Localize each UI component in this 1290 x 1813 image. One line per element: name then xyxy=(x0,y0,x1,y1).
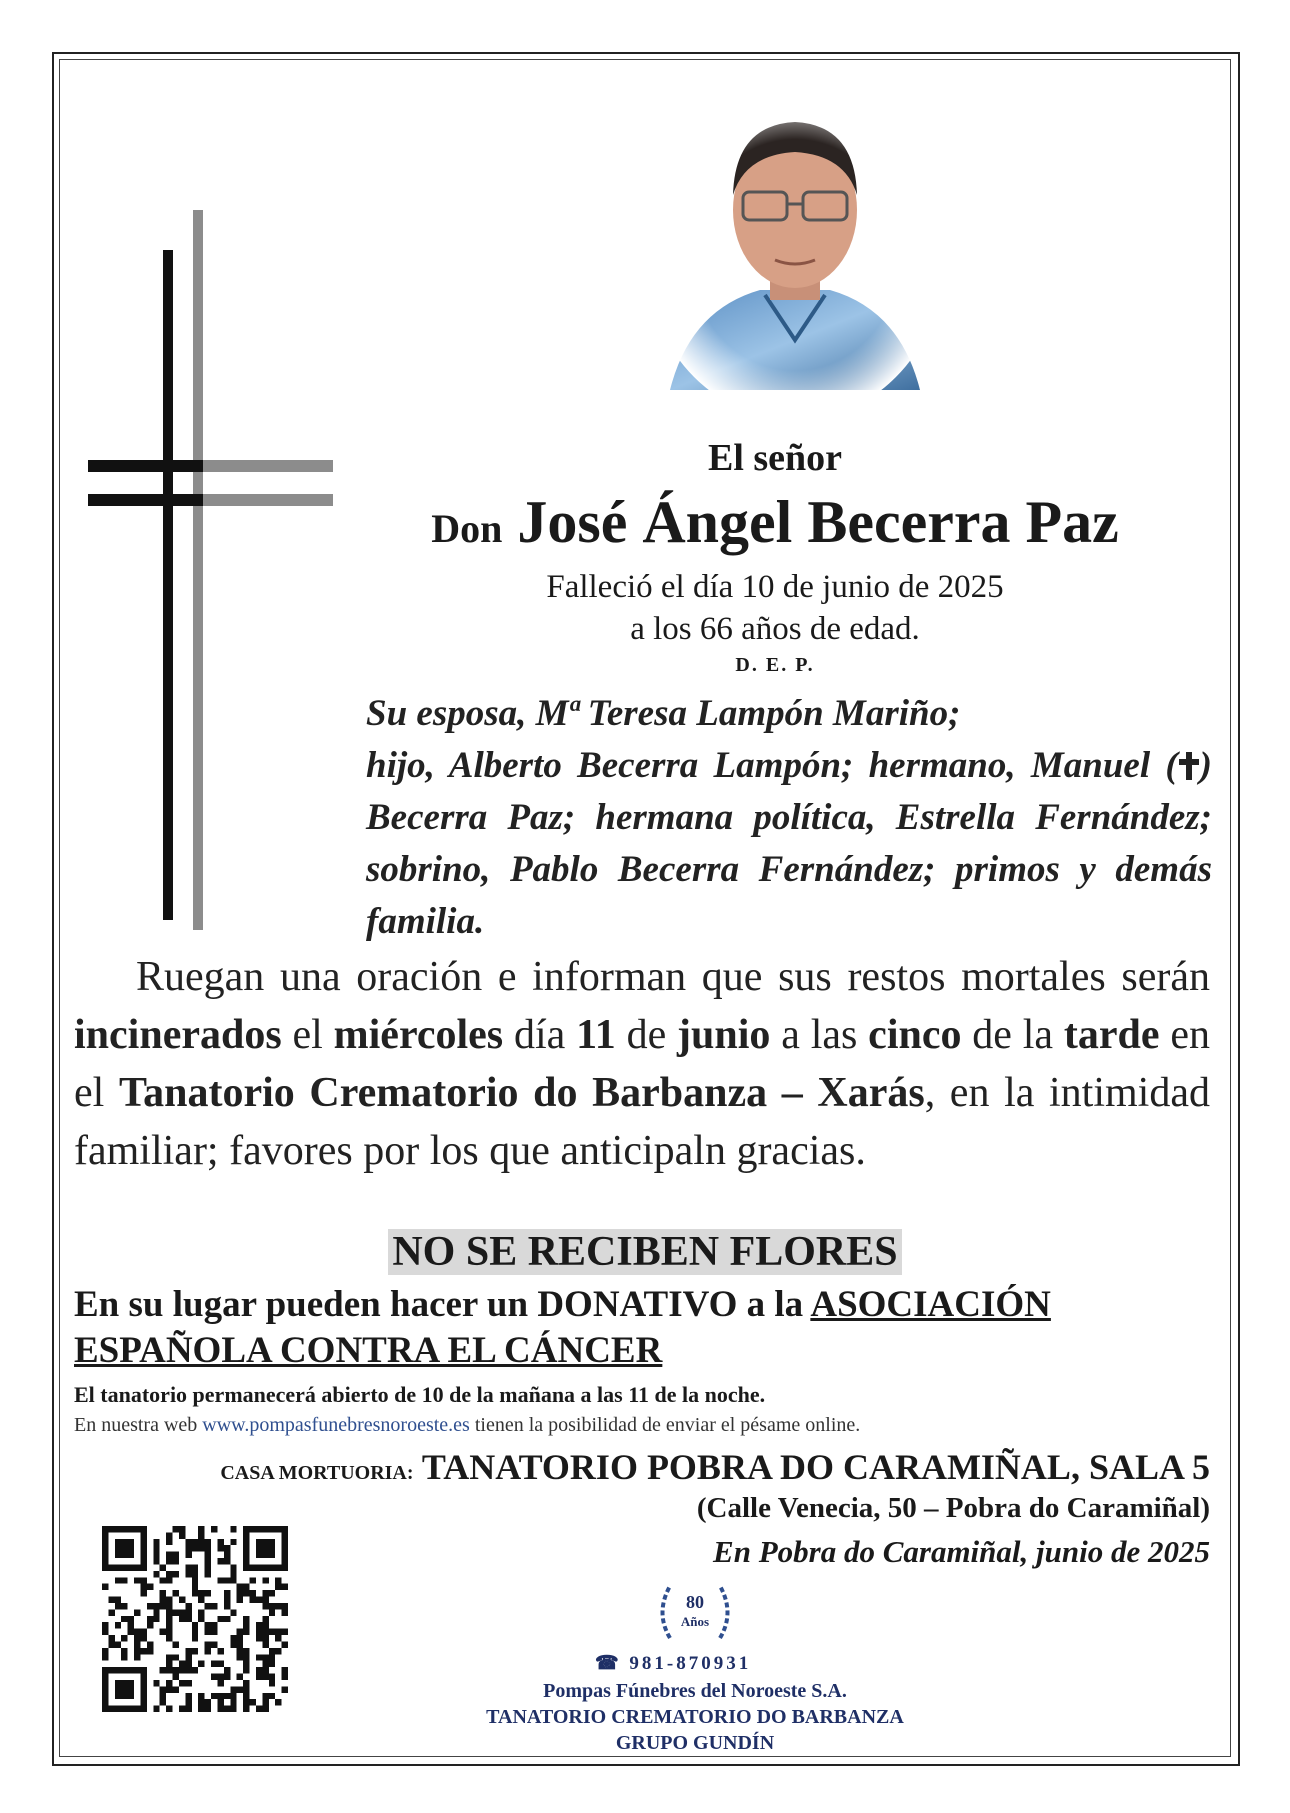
logo-word: Años xyxy=(680,1614,710,1629)
no-flowers-notice xyxy=(0,1228,1290,1276)
ruegan-bold-1: incinerados xyxy=(74,1012,282,1058)
full-name: José Ángel Becerra Paz xyxy=(517,489,1119,555)
funeral-home-value: TANATORIO POBRA DO CARAMIÑAL, SALA 5 xyxy=(421,1447,1210,1487)
qr-code[interactable] xyxy=(102,1526,288,1712)
ruegan-text-3: día xyxy=(503,1012,577,1058)
ruegan-text-6: de la xyxy=(961,1012,1064,1058)
family-line-1: Su esposa, Mª Teresa Lampón Mariño; xyxy=(366,693,961,734)
ruegan-bold-6: tarde xyxy=(1063,1012,1160,1058)
family-text-a: hijo, Alberto Becerra Lampón; hermano, Manuel ( xyxy=(366,745,1178,786)
cross-icon xyxy=(88,210,338,930)
web-prefix: En nuestra web xyxy=(74,1414,203,1436)
ruegan-text-7: en el xyxy=(74,1012,1210,1116)
ruegan-text-5: a las xyxy=(770,1012,869,1058)
funeral-home xyxy=(74,1446,1210,1488)
donation-entity: ASOCIACIÓN ESPAÑOLA CONTRA EL CÁNCER xyxy=(74,1284,1051,1371)
title-line: El señor xyxy=(707,437,843,479)
phone-number[interactable]: 981-870931 xyxy=(629,1653,752,1674)
opening-hours: El tanatorio permanecerá abierto de 10 de la mañana a las 11 de la noche. xyxy=(74,1382,766,1407)
age: a los 66 años de edad. xyxy=(630,611,920,647)
place-date: En Pobra do Caramiñal, junio de 2025 xyxy=(713,1534,1210,1569)
family-list xyxy=(366,688,1212,948)
ruegan-text-2: el xyxy=(281,1012,334,1058)
ruegan-bold-7: Tanatorio Crematorio do Barbanza – Xarás xyxy=(118,1070,925,1116)
company-name: Pompas Fúnebres del Noroeste S.A. xyxy=(543,1680,847,1702)
deceased-name xyxy=(340,488,1210,557)
portrait-photo xyxy=(650,100,940,410)
ruegan-text-4: de xyxy=(615,1012,678,1058)
ruegan-bold-2: miércoles xyxy=(333,1012,504,1058)
ruegan-bold-3: 11 xyxy=(576,1012,616,1058)
web-suffix: tienen la posibilidad de enviar el pésame online. xyxy=(469,1414,861,1436)
ruegan-text-1: Ruegan una oración e informan que sus restos mortales serán xyxy=(136,954,1210,1000)
family-text-b: ) Becerra Paz; hermana política, Estrella Fernández; sobrino, Pablo Becerra Fernández; primos y demás familia. xyxy=(366,745,1212,942)
logo-number: 80 xyxy=(686,1592,704,1612)
donation-notice xyxy=(74,1282,1210,1374)
web-notice xyxy=(74,1414,1210,1437)
ruegan-bold-5: cinco xyxy=(868,1012,962,1058)
ruegan-bold-4: junio xyxy=(677,1012,771,1058)
donation-prefix: En su lugar pueden hacer un DONATIVO a la xyxy=(74,1284,811,1325)
honorific: Don xyxy=(431,506,503,551)
anniversary-logo xyxy=(650,1568,740,1658)
no-flowers-text: NO SE RECIBEN FLORES xyxy=(388,1229,901,1275)
phone-line xyxy=(595,1652,751,1675)
small-cross-icon xyxy=(1178,751,1200,781)
funeral-home-label: CASA MORTUORIA: xyxy=(220,1462,414,1484)
dep-label: D. E. P. xyxy=(735,654,815,676)
company-crematorium: TANATORIO CREMATORIO DO BARBANZA xyxy=(486,1706,904,1728)
website-link[interactable]: www.pompasfunebresnoroeste.es xyxy=(202,1414,470,1436)
company-group: GRUPO GUNDÍN xyxy=(615,1732,775,1754)
address: (Calle Venecia, 50 – Pobra do Caramiñal) xyxy=(696,1492,1210,1524)
announcement-paragraph xyxy=(74,948,1210,1180)
phone-icon: ☎ xyxy=(595,1653,622,1674)
death-info xyxy=(340,566,1210,650)
ruegan-text-8: , en la intimidad familiar; favores por los que anticipaln gracias. xyxy=(74,1070,1210,1174)
death-date: Falleció el día 10 de junio de 2025 xyxy=(546,569,1004,605)
